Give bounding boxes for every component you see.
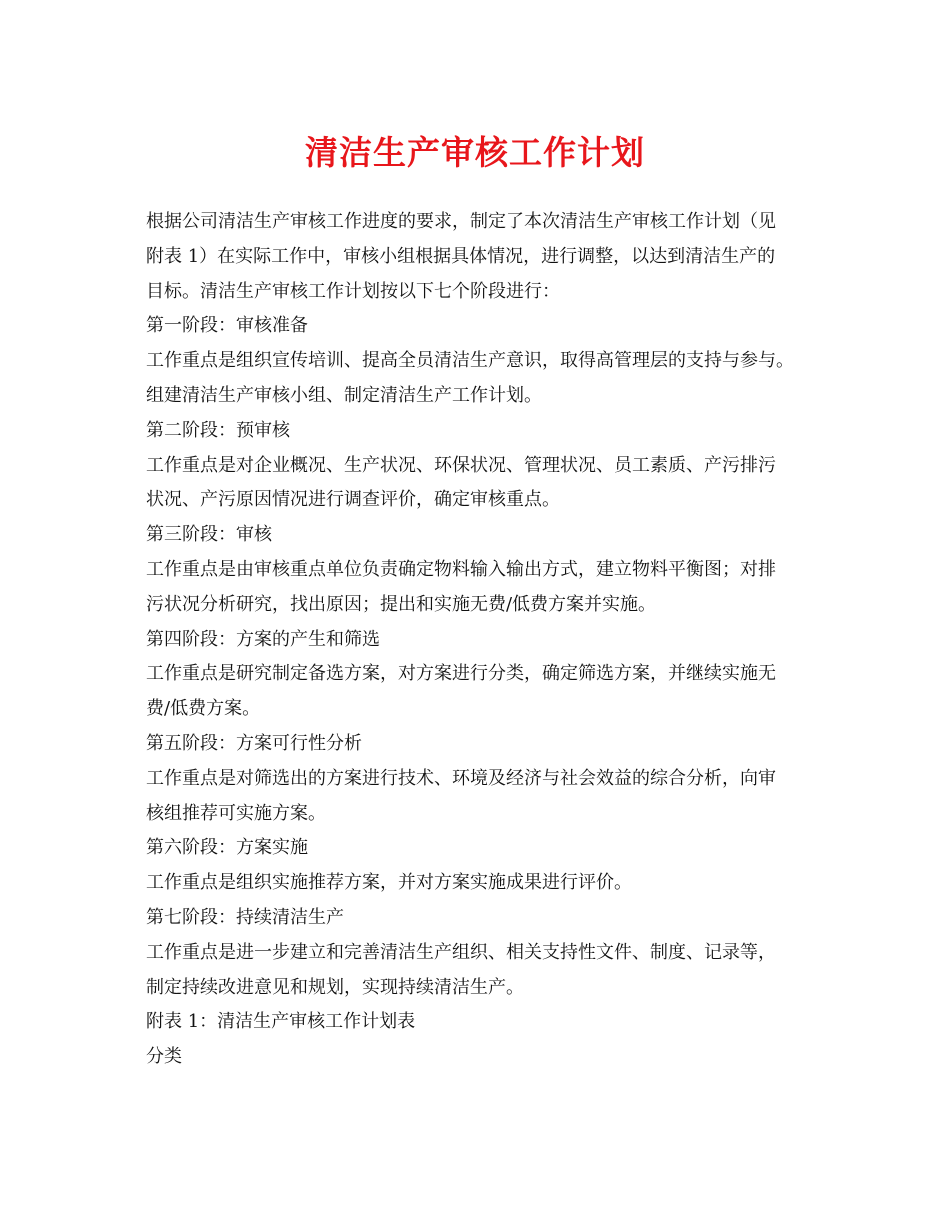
paragraph-line: 工作重点是组织宣传培训、提高全员清洁生产意识，取得高管理层的支持与参与。 [146,350,794,372]
stage-heading: 第三阶段：审核 [146,524,272,546]
stage-heading: 第二阶段：预审核 [146,419,290,441]
paragraph-line: 组建清洁生产审核小组、制定清洁生产工作计划。 [146,384,542,406]
paragraph-line: 状况、产污原因情况进行调查评价，确定审核重点。 [146,489,560,511]
paragraph-line: 工作重点是进一步建立和完善清洁生产组织、相关支持性文件、制度、记录等， [146,941,776,963]
paragraph-line: 费/低费方案。 [146,698,261,720]
paragraph-line: 工作重点是对企业概况、生产状况、环保状况、管理状况、员工素质、产污排污 [146,454,776,476]
paragraph-line: 工作重点是对筛选出的方案进行技术、环境及经济与社会效益的综合分析，向审 [146,767,776,789]
table-column-label: 分类 [146,1046,182,1068]
paragraph-line: 核组推荐可实施方案。 [146,802,326,824]
stage-heading: 第一阶段：审核准备 [146,315,308,337]
stage-heading: 第四阶段：方案的产生和筛选 [146,628,380,650]
stage-heading: 第五阶段：方案可行性分析 [146,732,362,754]
appendix-heading: 附表 1：清洁生产审核工作计划表 [146,1011,416,1033]
paragraph-line: 附表 1）在实际工作中，审核小组根据具体情况，进行调整，以达到清洁生产的 [146,245,776,267]
paragraph-line: 目标。清洁生产审核工作计划按以下七个阶段进行： [146,280,560,302]
document-body [146,205,826,1075]
document-title: 清洁生产审核工作计划 [305,133,645,172]
paragraph-line: 工作重点是由审核重点单位负责确定物料输入输出方式，建立物料平衡图；对排 [146,558,776,580]
stage-heading: 第六阶段：方案实施 [146,837,308,859]
paragraph-line: 污状况分析研究，找出原因；提出和实施无费/低费方案并实施。 [146,593,657,615]
paragraph-line: 工作重点是组织实施推荐方案，并对方案实施成果进行评价。 [146,872,632,894]
stage-heading: 第七阶段：持续清洁生产 [146,906,344,928]
paragraph-line: 制定持续改进意见和规划，实现持续清洁生产。 [146,976,524,998]
paragraph-line: 根据公司清洁生产审核工作进度的要求，制定了本次清洁生产审核工作计划（见 [146,211,776,232]
paragraph-line: 工作重点是研究制定备选方案，对方案进行分类，确定筛选方案，并继续实施无 [146,663,776,685]
